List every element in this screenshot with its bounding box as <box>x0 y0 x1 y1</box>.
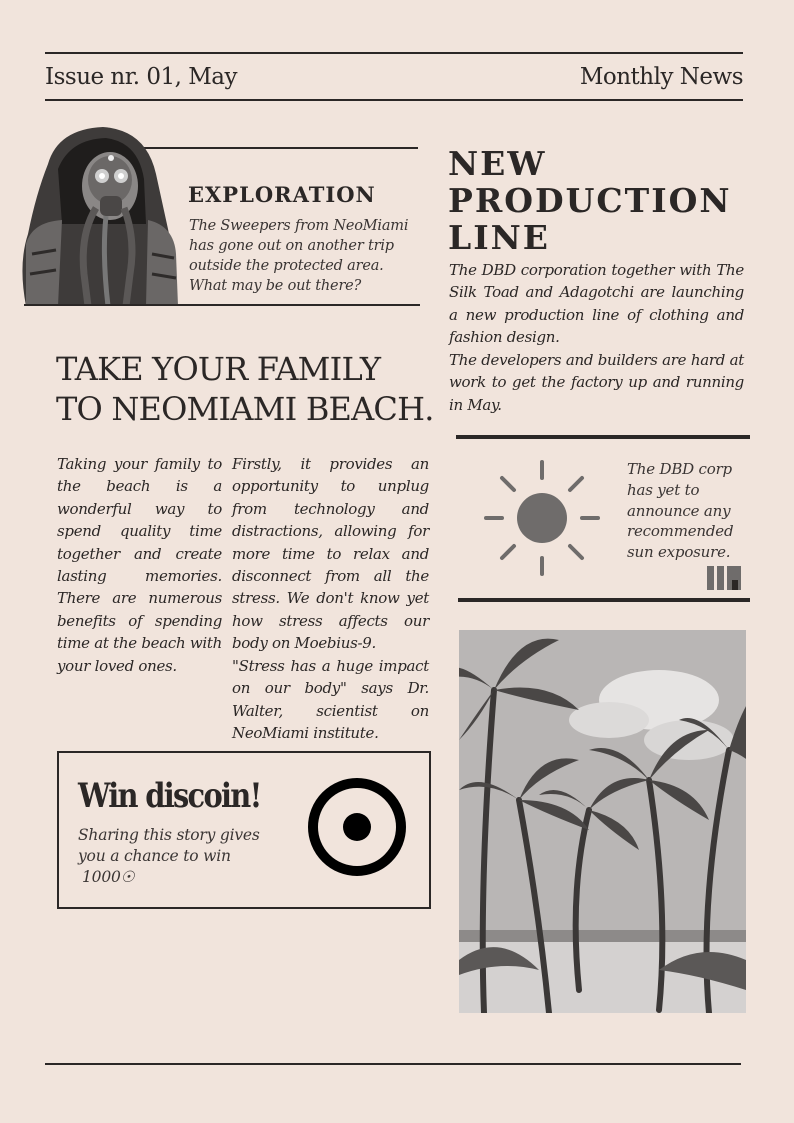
footer-rule <box>45 1063 741 1065</box>
exploration-bottom-rule <box>24 304 420 306</box>
beach-column-1: Taking your family to the beach is a wonderful way to spend quality time together and create lasting memories. There are numerous benefits of spending time at the beach with your loved ones. <box>57 455 222 675</box>
publication-name: Monthly News <box>579 64 743 90</box>
production-paragraph-2: The developers and builders are hard at work to get the factory up and running in May. <box>449 351 744 414</box>
promo-title: Win discoin! <box>78 776 261 816</box>
production-headline: NEW PRODUCTION LINE <box>448 144 732 257</box>
publisher-mark-icon <box>707 566 741 590</box>
palm-beach-photo <box>459 630 746 1013</box>
beach-column-2: Firstly, it provides an opportunity to unplug from technology and distractions, allowing for more time to relax and disconnect from all the stress. We don't know yet how stress affects our body on Moebius-9. <box>232 455 429 653</box>
sun-box-top-rule <box>456 435 750 439</box>
hooded-figure-image <box>18 124 180 306</box>
exploration-text: The Sweepers from NeoMiami has gone out on another trip outside the protected area. What may be out there? <box>189 218 409 294</box>
production-paragraph-1: The DBD corporation together with The Silk Toad and Adagotchi are launching a new production line of clothing and fashion design. <box>449 261 744 347</box>
issue-label: Issue nr. 01, May <box>45 64 237 90</box>
beach-headline-line-1: TAKE YOUR FAMILY <box>56 350 381 388</box>
masthead-top-rule <box>45 52 743 54</box>
circled-dot-icon <box>306 776 410 880</box>
sun-box-bottom-rule <box>458 598 750 602</box>
beach-headline-line-2: TO NEOMIAMI BEACH. <box>56 390 434 428</box>
beach-quote: "Stress has a huge impact on our body" says Dr. Walter, scientist on NeoMiami institute. <box>232 657 429 743</box>
promo-amount: 1000☉ <box>82 868 135 886</box>
sun-box-text: The DBD corp has yet to announce any recommended sun exposure. <box>627 460 734 562</box>
masthead-bottom-rule <box>45 99 743 101</box>
promo-text: Sharing this story gives you a chance to win <box>78 826 260 865</box>
sun-icon <box>482 458 602 578</box>
exploration-kicker: EXPLORATION <box>188 182 376 207</box>
